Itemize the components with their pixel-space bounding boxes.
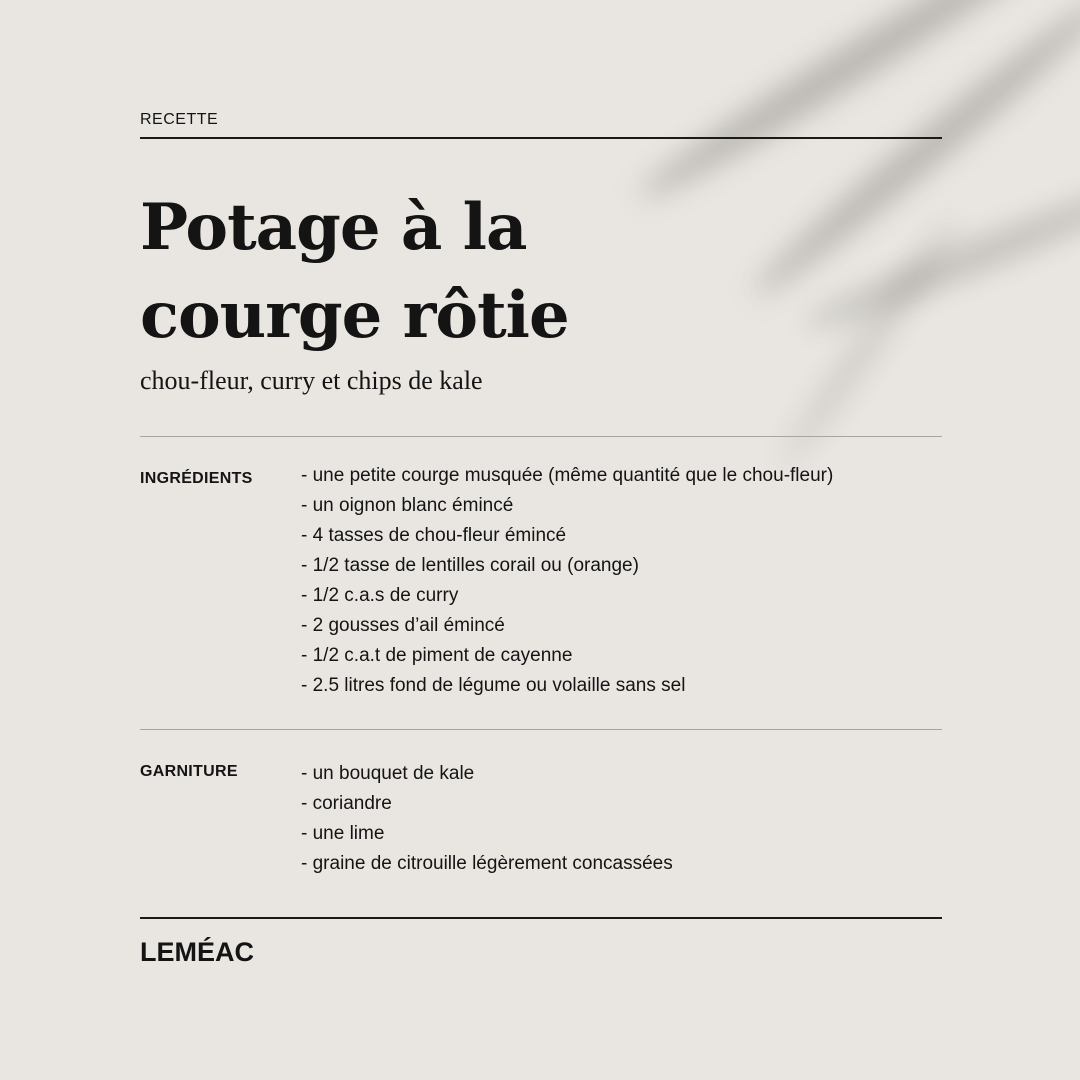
title-line-2: courge rôtie	[140, 278, 569, 353]
recipe-subtitle: chou-fleur, curry et chips de kale	[140, 366, 483, 395]
list-item: - 4 tasses de chou-fleur émincé	[301, 525, 567, 546]
leaf-shadow	[798, 170, 1080, 340]
ingredients-label: INGRÉDIENTS	[140, 470, 253, 487]
list-item: - 2.5 litres fond de légume ou volaille sans sel	[301, 675, 686, 696]
list-item: - un bouquet de kale	[301, 763, 475, 784]
list-item: - 2 gousses d’ail émincé	[301, 615, 505, 636]
title-line-1: Potage à la	[140, 190, 527, 265]
divider	[140, 436, 942, 437]
bottom-divider	[140, 917, 942, 919]
section-eyebrow: RECETTE	[140, 111, 219, 128]
ingredients-list	[301, 461, 833, 701]
list-item: - coriandre	[301, 793, 392, 814]
list-item: - une lime	[301, 823, 385, 844]
list-item: - une petite courge musquée (même quantité que le chou-fleur)	[301, 465, 834, 486]
list-item: - un oignon blanc émincé	[301, 495, 514, 516]
brand-logo: LEMÉAC	[140, 937, 254, 967]
list-item: - 1/2 c.a.t de piment de cayenne	[301, 645, 573, 666]
list-item: - graine de citrouille légèrement concassées	[301, 853, 673, 874]
top-divider	[140, 137, 942, 139]
list-item: - 1/2 c.a.s de curry	[301, 585, 459, 606]
garniture-list	[301, 759, 673, 879]
divider	[140, 729, 942, 730]
recipe-title	[140, 184, 840, 360]
leaf-shadow	[629, 0, 1080, 213]
garniture-label: GARNITURE	[140, 763, 238, 780]
list-item: - 1/2 tasse de lentilles corail ou (orange)	[301, 555, 639, 576]
